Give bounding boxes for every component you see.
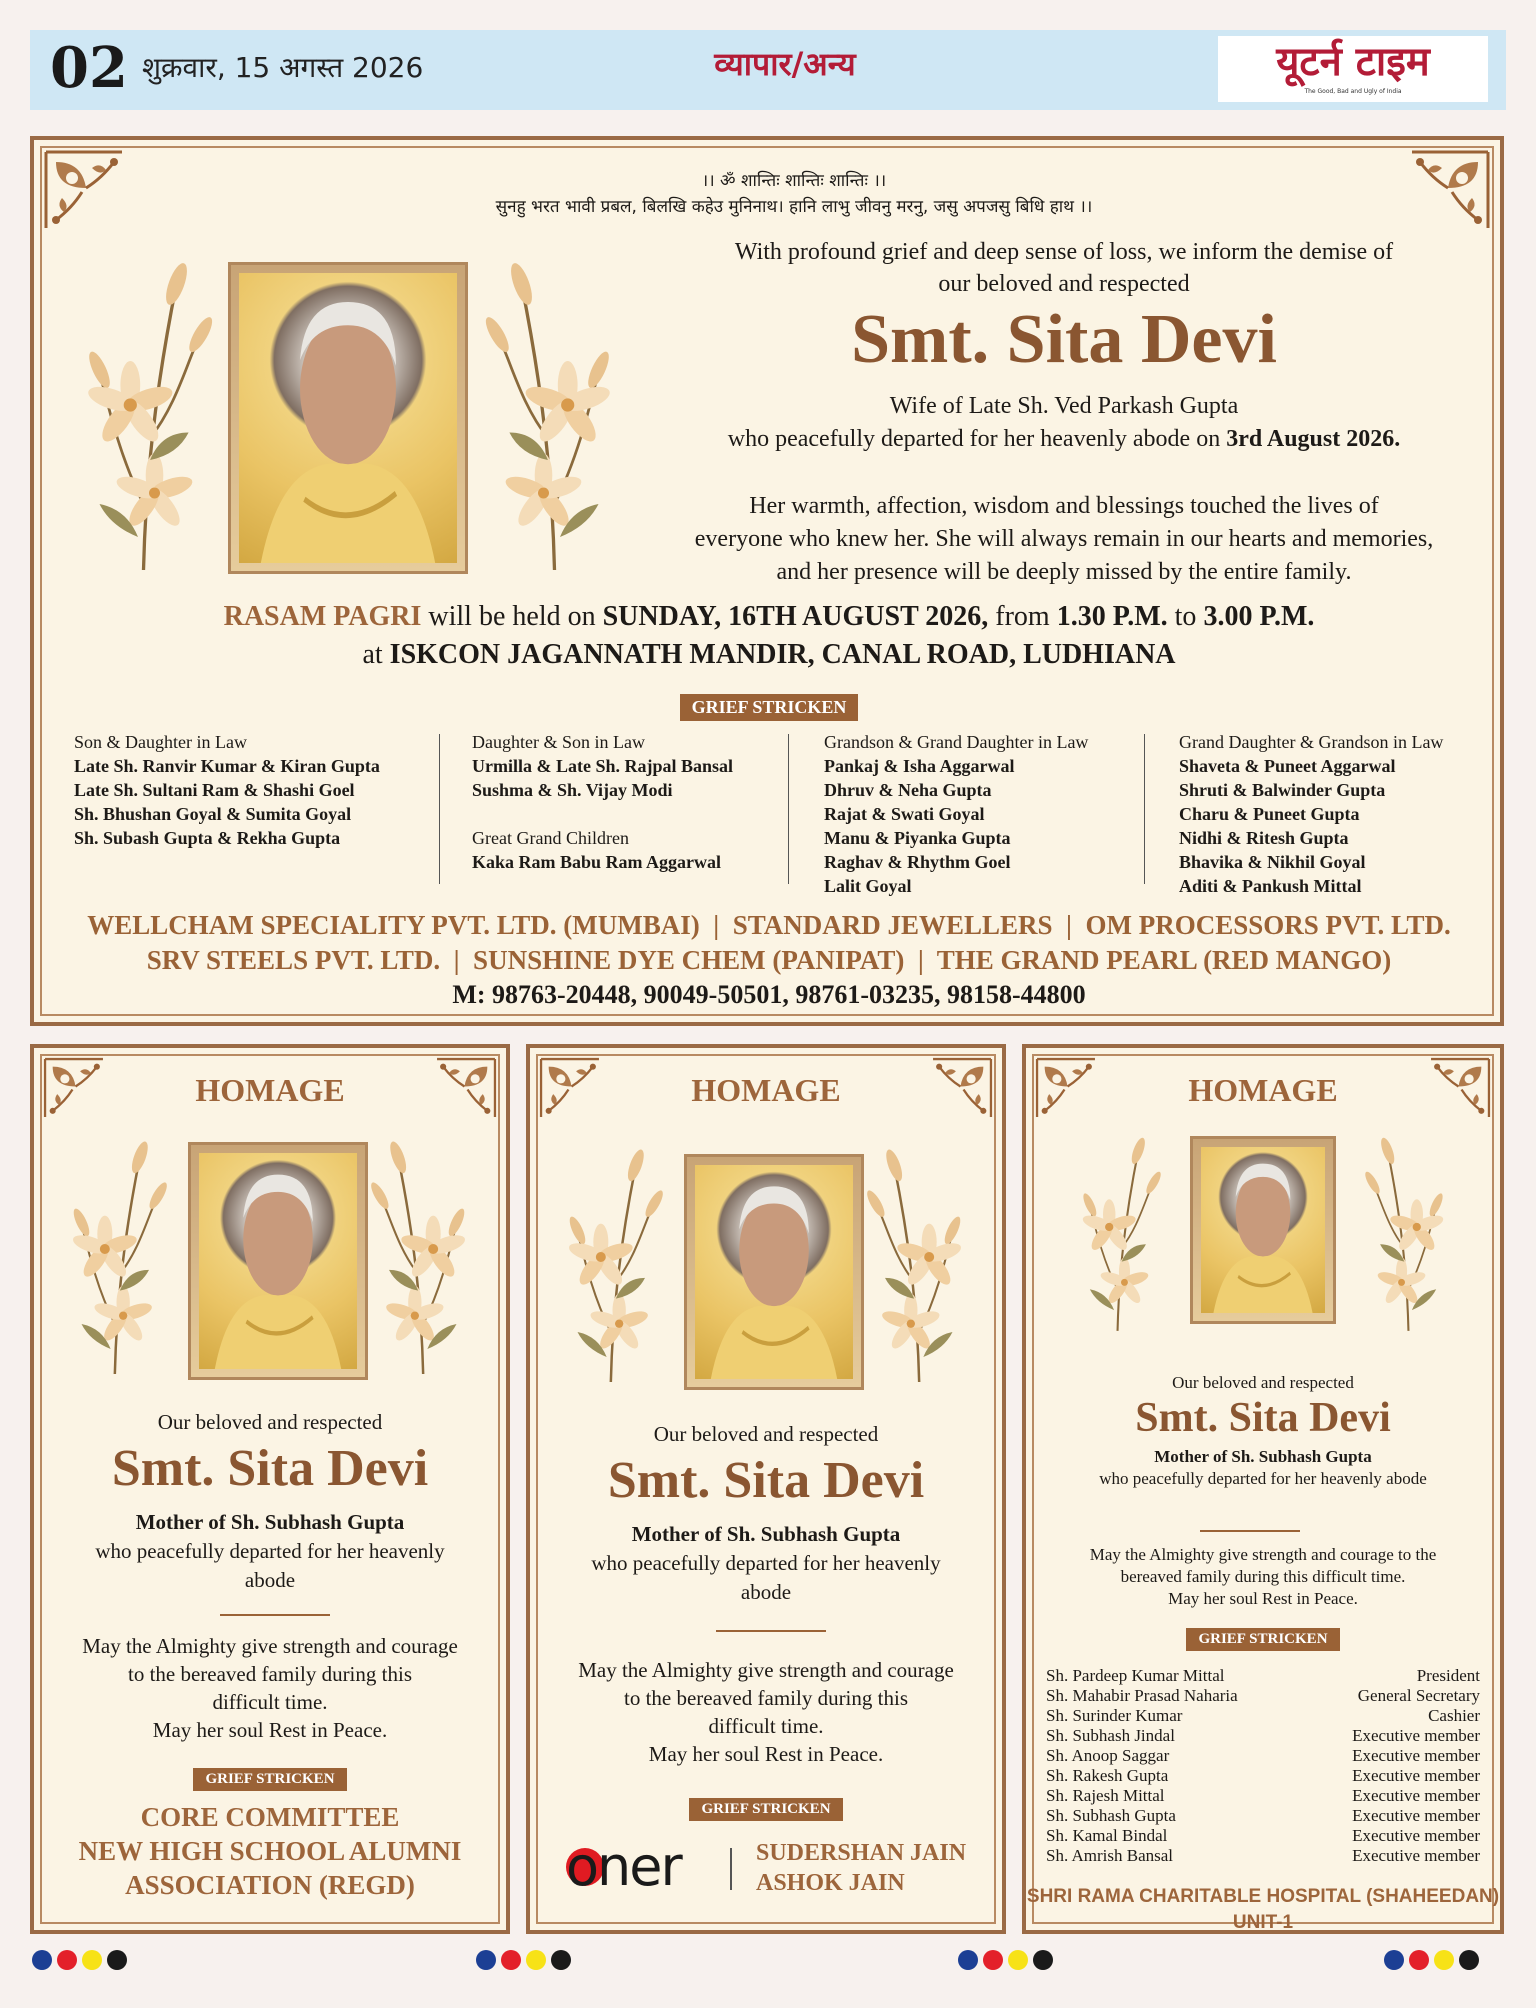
mother-of-line: Mother of Sh. Subhash Gupta	[631, 1522, 901, 1546]
lily-decoration-icon	[560, 1132, 670, 1382]
hospital-name: SHRI RAMA CHARITABLE HOSPITAL (SHAHEEDAN) UNIT-1	[1026, 1886, 1500, 1933]
member-row: Sh. Anoop Saggar Executive member	[1046, 1746, 1480, 1765]
lily-decoration-icon	[1076, 1122, 1166, 1332]
prayer-line-1: May the Almighty give strength and courage	[82, 1634, 458, 1658]
portrait-photo	[684, 1154, 864, 1390]
org-line-3: ASSOCIATION (REGD)	[125, 1870, 415, 1900]
signatory-1: SUDERSHAN JAIN	[756, 1840, 967, 1866]
lily-decoration-icon	[860, 1132, 970, 1382]
member-row: Sh. Mahabir Prasad Naharia General Secretary	[1046, 1686, 1480, 1705]
family-column-3: Grandson & Grand Daughter in Law Pankaj & Isha Aggarwal Dhruv & Neha Gupta Rajat & Swati Goyal Manu & Piyanka Gupta Raghav & Rhythm Goel Lalit Goyal	[824, 732, 1089, 896]
shloka-line-2: सुनहु भरत भावी प्रबल, बिलखि कहेउ मुनिनाथ। हानि लाभु जीवनु मरनु, जसु अपजसु बिधि हाथ ।।	[495, 197, 1093, 217]
prayer-line-2: bereaved family during this difficult time.	[1120, 1567, 1406, 1586]
corner-ornament-icon	[1408, 148, 1492, 232]
departed-line: who peacefully departed for her heavenly abode on 3rd August 2026.	[727, 426, 1401, 452]
brand-name: यूटर्न टाइम	[1276, 39, 1430, 85]
departed-line-1: who peacefully departed for her heavenly	[95, 1539, 445, 1563]
org-line-1: CORE COMMITTEE	[140, 1802, 400, 1832]
homage-intro: Our beloved and respected	[1172, 1373, 1354, 1392]
portrait-photo	[188, 1142, 368, 1380]
intro-line-2: our beloved and respected	[938, 271, 1190, 297]
lily-decoration-icon	[1360, 1122, 1450, 1332]
homage-panel-3	[1022, 1044, 1504, 1934]
departed-line: who peacefully departed for her heavenly abode	[1099, 1469, 1427, 1488]
venue: ISKCON JAGANNATH MANDIR, CANAL ROAD, LUDHIANA	[389, 639, 1176, 670]
org-line-2: NEW HIGH SCHOOL ALUMNI	[78, 1836, 462, 1866]
prayer-line-3: difficult time.	[212, 1690, 328, 1714]
prayer-line-2: to the bereaved family during this	[623, 1686, 908, 1710]
tribute-line-1: Her warmth, affection, wisdom and blessings touched the lives of	[749, 493, 1379, 519]
brand-tagline: The Good, Bad and Ugly of India	[1304, 88, 1402, 95]
tribute-line-3: and her presence will be deeply missed by the entire family.	[776, 559, 1352, 585]
mother-of-line: Mother of Sh. Subhash Gupta	[1154, 1447, 1372, 1466]
member-row: Sh. Subhash Jindal Executive member	[1046, 1726, 1480, 1745]
grief-stricken-label: GRIEF STRICKEN	[1186, 1628, 1339, 1651]
deceased-name: Smt. Sita Devi	[851, 301, 1277, 378]
prayer-line-1: May the Almighty give strength and courage	[578, 1658, 954, 1682]
prayer-line-4: May her soul Rest in Peace.	[648, 1742, 884, 1766]
member-row: Sh. Kamal Bindal Executive member	[1046, 1826, 1480, 1845]
wife-of-line: Wife of Late Sh. Ved Parkash Gupta	[889, 393, 1239, 419]
family-column-1: Son & Daughter in Law Late Sh. Ranvir Kumar & Kiran Gupta Late Sh. Sultani Ram & Shashi Goel Sh. Bhushan Goyal & Sumita Goyal Sh. Subash Gupta & Rekha Gupta	[74, 732, 380, 848]
lily-decoration-icon	[364, 1124, 474, 1374]
mother-of-line: Mother of Sh. Subhash Gupta	[135, 1510, 405, 1534]
oner-logo-text: oner	[566, 1835, 681, 1898]
departed-line-1: who peacefully departed for her heavenly	[591, 1551, 941, 1575]
shloka-line-1: ।। ॐ शान्तिः शान्तिः शान्तिः ।।	[701, 171, 887, 191]
registration-marks	[958, 1950, 1058, 1970]
main-obituary-panel	[30, 136, 1504, 1026]
registration-marks	[1384, 1950, 1484, 1970]
deceased-name: Smt. Sita Devi	[1135, 1395, 1391, 1441]
lily-decoration-icon	[474, 240, 624, 570]
portrait-photo	[228, 262, 468, 574]
lily-decoration-icon	[64, 1124, 174, 1374]
venue-line: at ISKCON JAGANNATH MANDIR, CANAL ROAD, LUDHIANA	[362, 639, 1176, 670]
members-list	[1046, 1666, 1480, 1870]
registration-marks	[32, 1950, 132, 1970]
portrait-photo	[1190, 1136, 1336, 1324]
member-row: Sh. Pardeep Kumar Mittal President	[1046, 1666, 1480, 1685]
family-column-4: Grand Daughter & Grandson in Law Shaveta & Puneet Aggarwal Shruti & Balwinder Gupta Charu & Puneet Gupta Nidhi & Ritesh Gupta Bhavika & Nikhil Goyal Aditi & Pankush Mittal	[1179, 732, 1444, 896]
intro-line-1: With profound grief and deep sense of loss, we inform the demise of	[734, 239, 1394, 265]
deceased-name: Smt. Sita Devi	[111, 1440, 429, 1497]
section-title[interactable]: व्यापार/अन्य	[714, 45, 856, 83]
homage-title: HOMAGE	[691, 1072, 841, 1108]
departed-date: 3rd August 2026.	[1226, 426, 1401, 452]
prayer-line-4: May her soul Rest in Peace.	[152, 1718, 388, 1742]
member-row: Sh. Rakesh Gupta Executive member	[1046, 1766, 1480, 1785]
lily-decoration-icon	[74, 240, 224, 570]
grief-stricken-label: GRIEF STRICKEN	[680, 694, 859, 721]
grief-stricken-label: GRIEF STRICKEN	[689, 1798, 842, 1821]
prayer-line-3: May her soul Rest in Peace.	[1168, 1589, 1358, 1608]
issue-date: शुक्रवार, 15 अगस्त 2026	[142, 51, 424, 84]
rasam-pagri-line: RASAM PAGRI will be held on SUNDAY, 16TH AUGUST 2026, from 1.30 P.M. to 3.00 P.M.	[223, 601, 1315, 632]
departed-line-2: abode	[244, 1568, 296, 1592]
corner-ornament-icon	[42, 148, 126, 232]
signatory-2: ASHOK JAIN	[756, 1870, 905, 1896]
member-row: Sh. Amrish Bansal Executive member	[1046, 1846, 1480, 1865]
homage-intro: Our beloved and respected	[653, 1422, 879, 1446]
member-row: Sh. Rajesh Mittal Executive member	[1046, 1786, 1480, 1805]
homage-title: HOMAGE	[195, 1072, 345, 1108]
oner-logo	[566, 1835, 716, 1898]
firms-line-2: SRV STEELS PVT. LTD. | SUNSHINE DYE CHEM (PANIPAT) | THE GRAND PEARL (RED MANGO)	[146, 945, 1392, 975]
grief-stricken-label: GRIEF STRICKEN	[193, 1768, 346, 1791]
deceased-name: Smt. Sita Devi	[607, 1452, 925, 1509]
homage-intro: Our beloved and respected	[157, 1410, 383, 1434]
registration-marks	[476, 1950, 576, 1970]
homage-panel-2	[526, 1044, 1006, 1934]
prayer-line-3: difficult time.	[708, 1714, 824, 1738]
homage-panel-1	[30, 1044, 510, 1934]
firms-line-1: WELLCHAM SPECIALITY PVT. LTD. (MUMBAI) | STANDARD JEWELLERS | OM PROCESSORS PVT. LTD.	[87, 910, 1451, 940]
brand-logo[interactable]	[1218, 36, 1488, 102]
member-row: Sh. Subhash Gupta Executive member	[1046, 1806, 1480, 1825]
departed-line-2: abode	[740, 1580, 792, 1604]
member-row: Sh. Surinder Kumar Cashier	[1046, 1706, 1480, 1725]
prayer-line-1: May the Almighty give strength and courage to the	[1089, 1545, 1437, 1564]
tribute-line-2: everyone who knew her. She will always remain in our hearts and memories,	[694, 526, 1434, 552]
homage-title: HOMAGE	[1188, 1072, 1338, 1108]
mobile-numbers: M: 98763-20448, 90049-50501, 98761-03235, 98158-44800	[452, 980, 1086, 1009]
page-number: 02	[50, 35, 128, 101]
family-column-2: Daughter & Son in Law Urmilla & Late Sh. Rajpal Bansal Sushma & Sh. Vijay Modi Great Grand Children Kaka Ram Babu Ram Aggarwal	[472, 732, 734, 872]
prayer-line-2: to the bereaved family during this	[127, 1662, 412, 1686]
page-header	[30, 30, 1506, 110]
